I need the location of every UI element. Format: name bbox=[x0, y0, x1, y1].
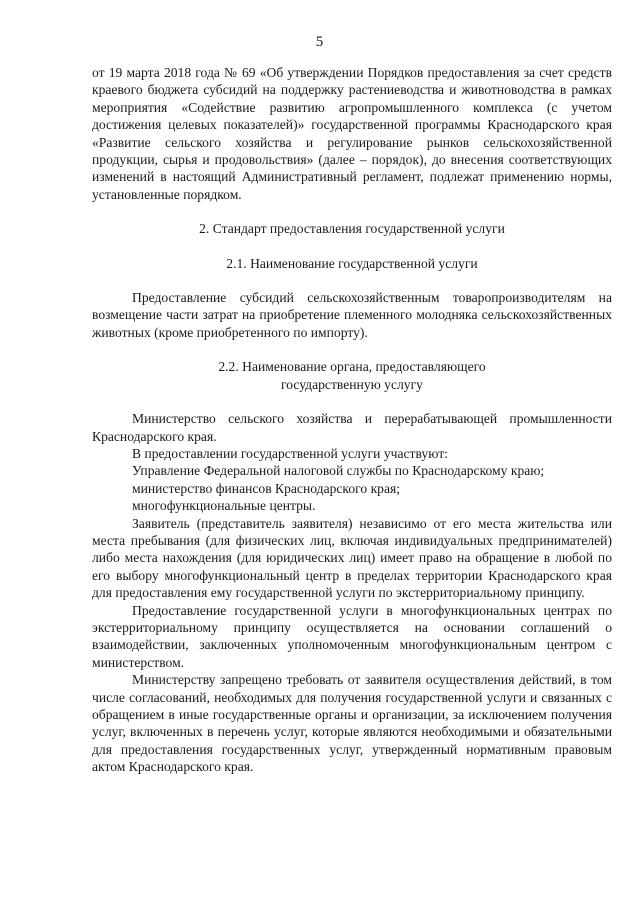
subsection-heading-2-2 bbox=[92, 358, 612, 393]
subsection-heading-2-2-line2: государственную услугу bbox=[281, 376, 423, 392]
applicant-rights-paragraph: Заявитель (представитель заявителя) независимо от его места жительства или места пребывания (для физических лиц, включая индивидуальных предпринимателей) либо места нахождения (для юридических лиц) имеет право на обращение в любой по его выбору многофункциональный центр в пределах территории Краснодарского края для предоставления ему государственной услуги по экстерриториальному принципу. bbox=[92, 515, 612, 601]
participants-intro: В предоставлении государственной услуги участвуют: bbox=[132, 445, 448, 461]
prohibition-paragraph: Министерству запрещено требовать от заявителя осуществления действий, в том числе согласований, необходимых для получения государственной услуги и связанных с обращением в иные государственные органы и организации, за исключением получения услуг, включенных в перечень услуг, которые являются необходимыми и обязательными для предоставления государственных услуг, утвержденный нормативным правовым актом Краснодарского края. bbox=[92, 672, 612, 775]
subsection-heading-2-2-line1: 2.2. Наименование органа, предоставляющего bbox=[218, 359, 486, 375]
section-heading: 2. Стандарт предоставления государственной услуги bbox=[199, 221, 505, 237]
participant-finance-ministry: министерство финансов Краснодарского края; bbox=[132, 480, 401, 496]
page-number: 5 bbox=[315, 34, 324, 50]
service-name-paragraph: Предоставление субсидий сельскохозяйственным товаропроизводителям на возмещение части затрат на приобретение племенного молодняка сельскохозяйственных животных (кроме приобретенного по импорту). bbox=[92, 290, 612, 340]
participant-mfc: многофункциональные центры. bbox=[132, 498, 316, 514]
ministry-paragraph: Министерство сельского хозяйства и перерабатывающей промышленности Краснодарского края. bbox=[92, 411, 612, 444]
mfc-extraterritorial-paragraph: Предоставление государственной услуги в многофункциональных центрах по экстерриториальному принципу осуществляется на основании соглашений о взаимодействии, заключенных уполномоченным многофункциональным центром с министерством. bbox=[92, 602, 612, 670]
document-body bbox=[92, 64, 612, 776]
participant-tax-service: Управление Федеральной налоговой службы по Краснодарскому краю; bbox=[132, 463, 545, 479]
subsection-heading-2-1: 2.1. Наименование государственной услуги bbox=[226, 255, 478, 271]
intro-paragraph: от 19 марта 2018 года № 69 «Об утверждении Порядков предоставления за счет средств краевого бюджета субсидий на поддержку растениеводства и животноводства в рамках мероприятия «Содействие развитию агропромышленного комплекса (с учетом достижения целевых показателей)» государственной программы Краснодарского края «Развитие сельского хозяйства и регулирование рынков сельскохозяйственной продукции, сырья и продовольствия» (далее – порядок), до внесения соответствующих изменений в настоящий Административный регламент, подлежат применению нормы, установленные порядком. bbox=[92, 65, 612, 202]
